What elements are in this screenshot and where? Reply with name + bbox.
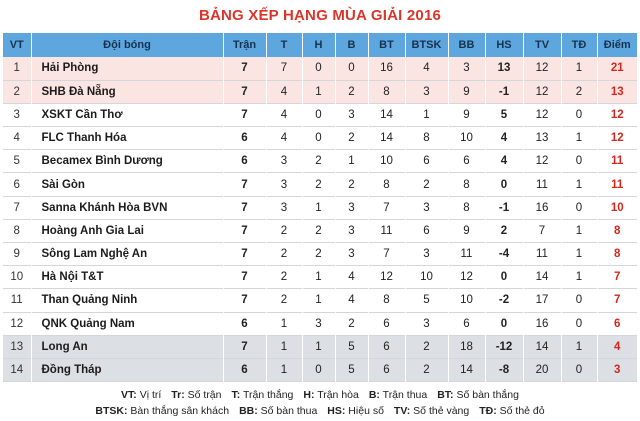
table-row [3,289,637,312]
goals-for-cell: 6 [368,335,405,358]
legend-key: TĐ: [479,405,497,417]
position-cell: 13 [3,335,31,358]
red-cards-cell: 1 [561,57,597,80]
goals-for-cell: 8 [368,173,405,196]
col-header-diem: Điểm [597,33,637,57]
position-cell: 12 [3,312,31,335]
away-goals-cell: 1 [405,103,448,126]
away-goals-cell: 6 [405,150,448,173]
col-header-tran: Trận [223,33,266,57]
points-cell: 13 [610,85,624,98]
away-goals-cell: 5 [405,289,448,312]
team-name-cell: QNK Quảng Nam [31,312,223,335]
goal-difference-cell: -2 [485,289,523,312]
position-cell: 2 [3,80,31,103]
points-cell: 12 [610,108,624,121]
yellow-cards-cell: 14 [523,266,561,289]
played-cell: 7 [223,335,266,358]
goal-difference-cell: -8 [485,358,523,381]
played-cell: 6 [223,127,266,150]
points-cell: 8 [614,248,621,261]
draws-cell: 0 [302,57,335,80]
goal-difference-cell: 5 [485,103,523,126]
goals-against-cell: 9 [448,219,485,242]
losses-cell: 2 [335,173,368,196]
yellow-cards-cell: 12 [523,57,561,80]
draws-cell: 2 [302,150,335,173]
col-header-bb: BB [448,33,485,57]
table-row [3,312,637,335]
team-name-cell: Long An [31,335,223,358]
header-row [3,33,637,57]
played-cell: 6 [223,150,266,173]
team-name-cell: XSKT Cần Thơ [31,103,223,126]
legend-description: Số trận [184,389,222,401]
col-header-btsk: BTSK [405,33,448,57]
away-goals-cell: 2 [405,335,448,358]
goal-difference-cell: -1 [485,80,523,103]
legend-key: Tr: [171,389,185,401]
points-cell: 8 [614,224,621,237]
position-cell: 7 [3,196,31,219]
wins-cell: 7 [266,57,302,80]
played-cell: 7 [223,243,266,266]
yellow-cards-cell: 12 [523,103,561,126]
table-row [3,219,637,242]
away-goals-cell: 10 [405,266,448,289]
red-cards-cell: 0 [561,289,597,312]
col-header-t: T [266,33,302,57]
played-cell: 6 [223,358,266,381]
table-row [3,80,637,103]
team-name-cell: Đồng Tháp [31,358,223,381]
losses-cell: 2 [335,127,368,150]
col-header-td: TĐ [561,33,597,57]
position-cell: 3 [3,103,31,126]
yellow-cards-cell: 17 [523,289,561,312]
goals-for-cell: 12 [368,266,405,289]
yellow-cards-cell: 14 [523,335,561,358]
red-cards-cell: 1 [561,219,597,242]
legend-key: H: [303,389,315,401]
position-cell: 6 [3,173,31,196]
away-goals-cell: 3 [405,312,448,335]
legend-key: BB: [239,405,258,417]
table-row [3,127,637,150]
losses-cell: 5 [335,358,368,381]
yellow-cards-cell: 12 [523,150,561,173]
draws-cell: 1 [302,335,335,358]
col-header-h: H [302,33,335,57]
red-cards-cell: 1 [561,127,597,150]
red-cards-cell: 0 [561,312,597,335]
away-goals-cell: 3 [405,80,448,103]
legend-key: T: [231,389,241,401]
points-cell: 7 [614,294,621,307]
red-cards-cell: 1 [561,173,597,196]
draws-cell: 0 [302,358,335,381]
legend-key: HS: [327,405,346,417]
wins-cell: 2 [266,219,302,242]
draws-cell: 0 [302,103,335,126]
draws-cell: 1 [302,80,335,103]
goals-against-cell: 8 [448,196,485,219]
losses-cell: 3 [335,243,368,266]
wins-cell: 3 [266,150,302,173]
away-goals-cell: 3 [405,243,448,266]
wins-cell: 3 [266,173,302,196]
goal-difference-cell: -4 [485,243,523,266]
table-title: BẢNG XẾP HẠNG MÙA GIẢI 2016 [198,7,442,24]
goals-against-cell: 10 [448,289,485,312]
position-cell: 11 [3,289,31,312]
wins-cell: 2 [266,289,302,312]
played-cell: 7 [223,289,266,312]
position-cell: 9 [3,243,31,266]
legend-description: Số bàn thắng [453,389,519,401]
position-cell: 14 [3,358,31,381]
team-name-cell: SHB Đà Nẵng [31,80,223,103]
draws-cell: 1 [302,196,335,219]
position-cell: 8 [3,219,31,242]
table-row [3,173,637,196]
goals-for-cell: 14 [368,127,405,150]
goal-difference-cell: 4 [485,150,523,173]
position-cell: 5 [3,150,31,173]
losses-cell: 1 [335,150,368,173]
goal-difference-cell: 0 [485,173,523,196]
wins-cell: 1 [266,312,302,335]
goals-for-cell: 10 [368,150,405,173]
red-cards-cell: 0 [561,358,597,381]
goals-for-cell: 8 [368,80,405,103]
yellow-cards-cell: 12 [523,80,561,103]
draws-cell: 0 [302,127,335,150]
draws-cell: 2 [302,219,335,242]
goal-difference-cell: 4 [485,127,523,150]
away-goals-cell: 2 [405,173,448,196]
goals-against-cell: 11 [448,243,485,266]
legend-description: Trận hòa [314,389,359,401]
goals-against-cell: 12 [448,266,485,289]
red-cards-cell: 2 [561,80,597,103]
yellow-cards-cell: 7 [523,219,561,242]
draws-cell: 3 [302,312,335,335]
team-name-cell: FLC Thanh Hóa [31,127,223,150]
played-cell: 7 [223,80,266,103]
red-cards-cell: 0 [561,103,597,126]
losses-cell: 3 [335,196,368,219]
col-header-b: B [335,33,368,57]
team-name-cell: Sài Gòn [31,173,223,196]
goals-for-cell: 7 [368,243,405,266]
col-header-team: Đội bóng [31,33,223,57]
points-cell: 7 [614,271,621,284]
legend-key: B: [368,389,380,401]
red-cards-cell: 0 [561,196,597,219]
team-name-cell: Sanna Khánh Hòa BVN [31,196,223,219]
goals-against-cell: 9 [448,103,485,126]
losses-cell: 3 [335,219,368,242]
points-cell: 11 [611,155,624,168]
yellow-cards-cell: 20 [523,358,561,381]
goals-for-cell: 6 [368,312,405,335]
losses-cell: 0 [335,57,368,80]
legend-description: Vị trí [136,389,162,401]
team-name-cell: Sông Lam Nghệ An [31,243,223,266]
played-cell: 7 [223,196,266,219]
goals-for-cell: 14 [368,103,405,126]
team-name-cell: Hải Phòng [31,57,223,80]
goals-against-cell: 6 [448,312,485,335]
goals-against-cell: 10 [448,127,485,150]
wins-cell: 4 [266,127,302,150]
losses-cell: 2 [335,312,368,335]
goals-for-cell: 6 [368,358,405,381]
col-header-bt: BT [368,33,405,57]
standings-body [3,57,637,382]
position-cell: 10 [3,266,31,289]
team-name-cell: Hoàng Anh Gia Lai [31,219,223,242]
table-row [3,150,637,173]
table-row [3,243,637,266]
legend-description: Bàn thắng sân khách [127,405,230,417]
played-cell: 7 [223,266,266,289]
points-cell: 21 [610,62,624,75]
wins-cell: 3 [266,196,302,219]
legend-line-1 [0,389,640,401]
legend-description: Số thẻ vàng [410,405,470,417]
goals-for-cell: 8 [368,289,405,312]
team-name-cell: Becamex Bình Dương [31,150,223,173]
played-cell: 7 [223,103,266,126]
col-header-hs: HS [485,33,523,57]
losses-cell: 4 [335,289,368,312]
team-name-cell: Hà Nội T&T [31,266,223,289]
away-goals-cell: 3 [405,196,448,219]
table-row [3,335,637,358]
away-goals-cell: 4 [405,57,448,80]
losses-cell: 2 [335,80,368,103]
yellow-cards-cell: 16 [523,196,561,219]
red-cards-cell: 1 [561,243,597,266]
red-cards-cell: 1 [561,335,597,358]
points-cell: 6 [614,317,621,330]
wins-cell: 1 [266,335,302,358]
team-name-cell: Than Quảng Ninh [31,289,223,312]
losses-cell: 3 [335,103,368,126]
wins-cell: 2 [266,243,302,266]
col-header-vt: VT [3,33,31,57]
played-cell: 7 [223,173,266,196]
goal-difference-cell: -1 [485,196,523,219]
red-cards-cell: 0 [561,150,597,173]
played-cell: 7 [223,219,266,242]
legend-description: Số thẻ đỏ [496,405,545,417]
yellow-cards-cell: 13 [523,127,561,150]
goals-for-cell: 11 [368,219,405,242]
standings-table [3,33,637,382]
points-cell: 11 [611,178,624,191]
away-goals-cell: 6 [405,219,448,242]
table-row [3,196,637,219]
goals-for-cell: 16 [368,57,405,80]
goals-against-cell: 18 [448,335,485,358]
points-cell: 10 [610,201,624,214]
goals-against-cell: 8 [448,173,485,196]
wins-cell: 2 [266,266,302,289]
draws-cell: 1 [302,289,335,312]
wins-cell: 4 [266,103,302,126]
goal-difference-cell: 2 [485,219,523,242]
points-cell: 3 [614,364,621,377]
table-row [3,358,637,381]
table-row [3,57,637,80]
goal-difference-cell: -12 [485,335,523,358]
goals-against-cell: 9 [448,80,485,103]
table-row [3,266,637,289]
points-cell: 12 [610,132,624,145]
legend-key: BTSK: [95,405,128,417]
legend-description: Số bàn thua [257,405,318,417]
legend-description: Hiệu số [345,405,384,417]
yellow-cards-cell: 16 [523,312,561,335]
draws-cell: 2 [302,173,335,196]
goals-against-cell: 3 [448,57,485,80]
losses-cell: 4 [335,266,368,289]
away-goals-cell: 2 [405,358,448,381]
draws-cell: 2 [302,243,335,266]
position-cell: 1 [3,57,31,80]
wins-cell: 1 [266,358,302,381]
away-goals-cell: 8 [405,127,448,150]
legend-description: Trận thua [379,389,428,401]
goals-against-cell: 6 [448,150,485,173]
legend-line-2 [0,405,640,417]
red-cards-cell: 1 [561,266,597,289]
goal-difference-cell: 13 [485,57,523,80]
yellow-cards-cell: 11 [523,173,561,196]
goal-difference-cell: 0 [485,266,523,289]
goals-against-cell: 14 [448,358,485,381]
legend-key: BT: [437,389,454,401]
table-row [3,103,637,126]
played-cell: 6 [223,312,266,335]
wins-cell: 4 [266,80,302,103]
col-header-tv: TV [523,33,561,57]
legend-key: VT: [121,389,137,401]
losses-cell: 5 [335,335,368,358]
points-cell: 4 [614,340,621,353]
legend-description: Trận thắng [240,389,294,401]
played-cell: 7 [223,57,266,80]
position-cell: 4 [3,127,31,150]
goals-for-cell: 7 [368,196,405,219]
goal-difference-cell: 0 [485,312,523,335]
legend-key: TV: [393,405,411,417]
yellow-cards-cell: 11 [523,243,561,266]
draws-cell: 1 [302,266,335,289]
